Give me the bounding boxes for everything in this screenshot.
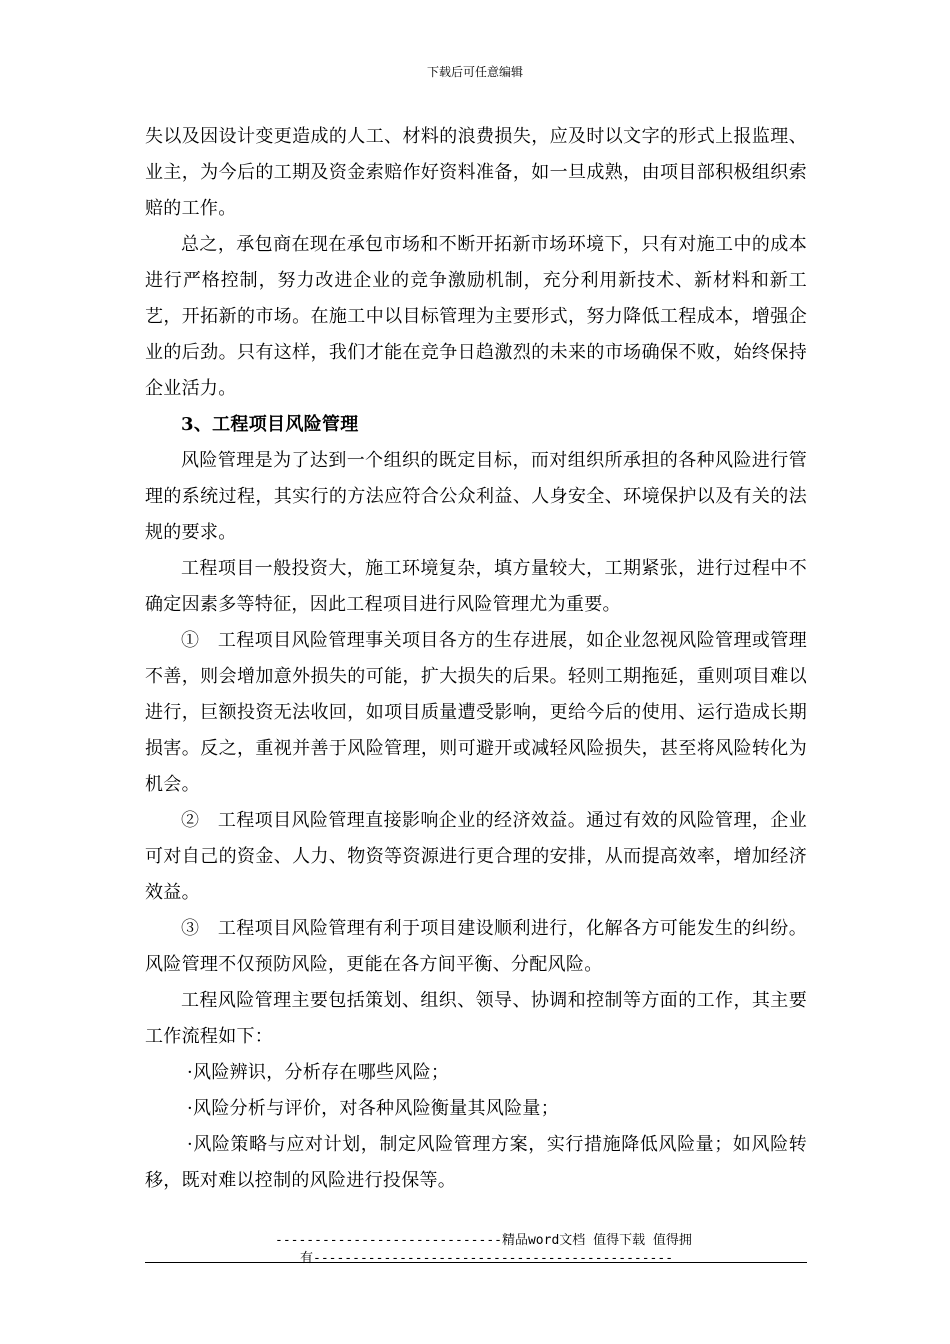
paragraph-workflow-intro: 工程风险管理主要包括策划、组织、领导、协调和控制等方面的工作，其主要工作流程如下： [145, 990, 807, 1047]
list-item: ·风险分析与评价，对各种风险衡量其风险量； [187, 1098, 560, 1119]
paragraph-risk-definition: 风险管理是为了达到一个组织的既定目标，而对组织所承担的各种风险进行管理的系统过程，其实行的方法应符合公众利益、人身安全、环境保护以及有关的法规的要求。 [145, 450, 807, 543]
paragraph-project-features: 工程项目一般投资大，施工环境复杂，填方量较大，工期紧张，进行过程中不确定因素多等特征，因此工程项目进行风险管理尤为重要。 [145, 558, 807, 615]
page-header: 下载后可任意编辑 [426, 65, 523, 79]
paragraph-point-1: ① 工程项目风险管理事关项目各方的生存进展，如企业忽视风险管理或管理不善，则会增加意外损失的可能，扩大损失的后果。轻则工期拖延，重则项目难以进行，巨额投资无法收回，如项目质量遭受影响，更给今后的使用、运行造成长期损害。反之，重视并善于风险管理，则可避开或减轻风险损失，甚至将风险转化为机会。 [145, 630, 807, 795]
paragraph-claims-continuation: 失以及因设计变更造成的人工、材料的浪费损失，应及时以文字的形式上报监理、业主，为今后的工期及资金索赔作好资料准备，如一旦成熟，由项目部积极组织索赔的工作。 [145, 126, 807, 219]
footer-text-line-1: -----------------------------精品word文档 值得下载 值得拥 [275, 1233, 692, 1248]
list-item: ·风险策略与应对计划，制定风险管理方案，实行措施降低风险量；如风险转移，既对难以控制的风险进行投保等。 [145, 1134, 807, 1191]
footer-divider [145, 1262, 807, 1263]
section-heading-risk-management: 3、工程项目风险管理 [181, 414, 359, 435]
document-body [145, 119, 807, 1199]
paragraph-summary: 总之，承包商在现在承包市场和不断开拓新市场环境下，只有对施工中的成本进行严格控制，努力改进企业的竞争激励机制，充分利用新技术、新材料和新工艺，开拓新的市场。在施工中以目标管理为主要形式，努力降低工程成本，增强企业的后劲。只有这样，我们才能在竞争日趋激烈的未来的市场确保不败，始终保持企业活力。 [145, 234, 807, 399]
footer-text-line-2: 有---------------------------------------------- [300, 1251, 674, 1266]
list-item: ·风险辨识，分析存在哪些风险； [187, 1062, 450, 1083]
paragraph-point-2: ② 工程项目风险管理直接影响企业的经济效益。通过有效的风险管理，企业可对自己的资金、人力、物资等资源进行更合理的安排，从而提高效率，增加经济效益。 [145, 810, 807, 903]
paragraph-point-3: ③ 工程项目风险管理有利于项目建设顺利进行，化解各方可能发生的纠纷。风险管理不仅预防风险，更能在各方间平衡、分配风险。 [145, 918, 807, 975]
